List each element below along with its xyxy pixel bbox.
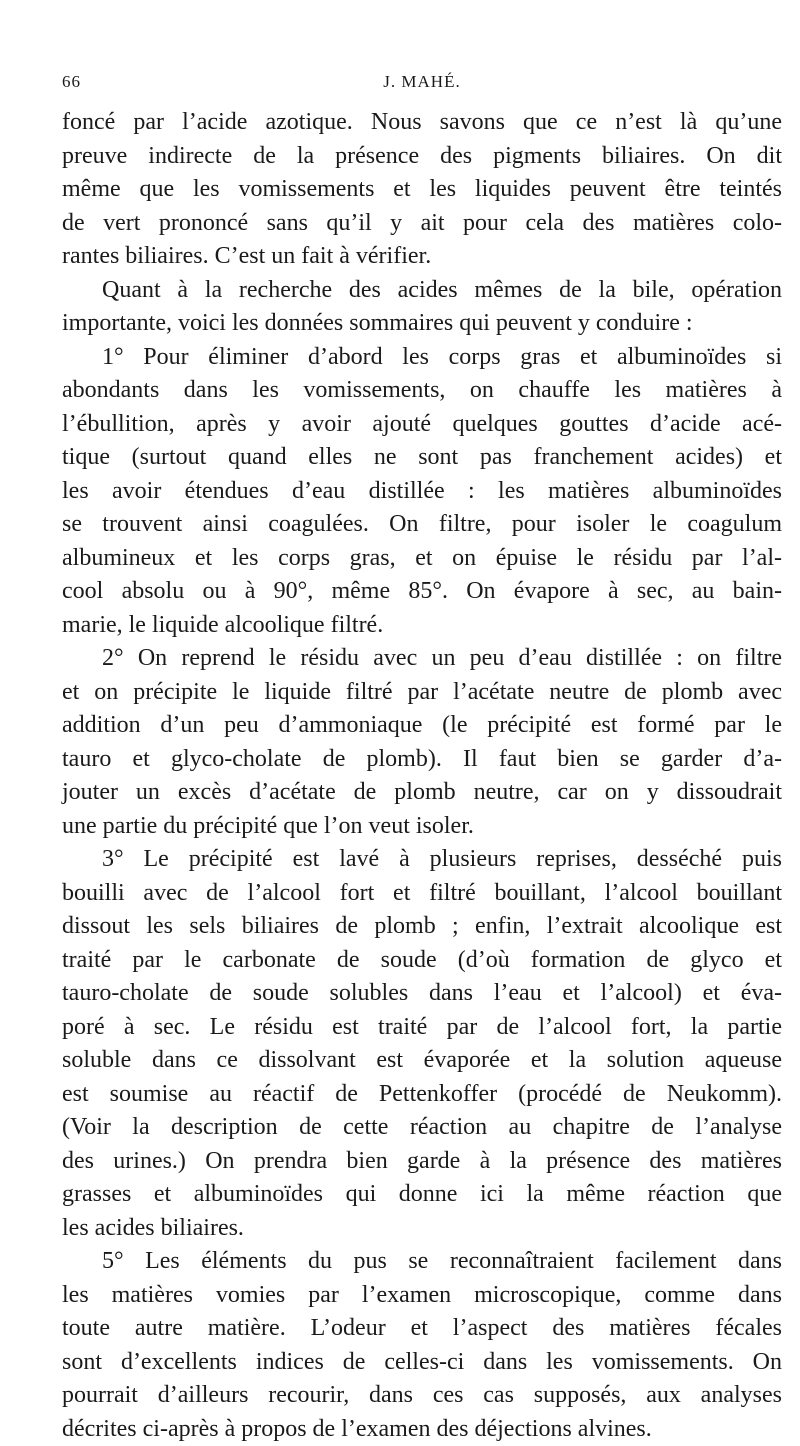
paragraph — [62, 843, 782, 1245]
running-head — [62, 72, 782, 96]
paragraph — [62, 106, 782, 274]
text-line: se trouvent ainsi coagulées. On filtre, pour isoler le coagulum — [62, 508, 782, 542]
text-line: Quant à la recherche des acides mêmes de la bile, opération — [62, 274, 782, 308]
running-head-author: J. MAHÉ. — [62, 72, 782, 92]
text-line: jouter un excès d’acétate de plomb neutre, car on y dissoudrait — [62, 776, 782, 810]
text-line: rantes biliaires. C’est un fait à vérifier. — [62, 240, 782, 274]
text-line: l’ébullition, après y avoir ajouté quelques gouttes d’acide acé- — [62, 408, 782, 442]
paragraph — [62, 274, 782, 341]
text-line: 5° Les éléments du pus se reconnaîtraient facilement dans — [62, 1245, 782, 1279]
text-line: tauro et glyco-cholate de plomb). Il faut bien se garder d’a- — [62, 743, 782, 777]
page-number: 66 — [62, 72, 81, 92]
text-line: 1° Pour éliminer d’abord les corps gras et albuminoïdes si — [62, 341, 782, 375]
text-line: toute autre matière. L’odeur et l’aspect des matières fécales — [62, 1312, 782, 1346]
text-line: les avoir étendues d’eau distillée : les matières albuminoïdes — [62, 475, 782, 509]
text-line: abondants dans les vomissements, on chauffe les matières à — [62, 374, 782, 408]
text-line: marie, le liquide alcoolique filtré. — [62, 609, 782, 643]
text-line: addition d’un peu d’ammoniaque (le précipité est formé par le — [62, 709, 782, 743]
text-line: et on précipite le liquide filtré par l’acétate neutre de plomb avec — [62, 676, 782, 710]
text-line: dissout les sels biliaires de plomb ; enfin, l’extrait alcoolique est — [62, 910, 782, 944]
text-line: poré à sec. Le résidu est traité par de l’alcool fort, la partie — [62, 1011, 782, 1045]
text-line: albumineux et les corps gras, et on épuise le résidu par l’al- — [62, 542, 782, 576]
text-line: preuve indirecte de la présence des pigments biliaires. On dit — [62, 140, 782, 174]
text-line: 2° On reprend le résidu avec un peu d’eau distillée : on filtre — [62, 642, 782, 676]
text-line: soluble dans ce dissolvant est évaporée et la solution aqueuse — [62, 1044, 782, 1078]
text-line: est soumise au réactif de Pettenkoffer (procédé de Neukomm). — [62, 1078, 782, 1112]
text-line: pourrait d’ailleurs recourir, dans ces cas supposés, aux analyses — [62, 1379, 782, 1413]
text-line: décrites ci-après à propos de l’examen des déjections alvines. — [62, 1413, 782, 1446]
text-line: tauro-cholate de soude solubles dans l’eau et l’alcool) et éva- — [62, 977, 782, 1011]
text-line: traité par le carbonate de soude (d’où formation de glyco et — [62, 944, 782, 978]
text-line: importante, voici les données sommaires qui peuvent y conduire : — [62, 307, 782, 341]
text-line: de vert prononcé sans qu’il y ait pour cela des matières colo- — [62, 207, 782, 241]
text-line: 3° Le précipité est lavé à plusieurs reprises, desséché puis — [62, 843, 782, 877]
paragraph — [62, 642, 782, 843]
text-line: bouilli avec de l’alcool fort et filtré bouillant, l’alcool bouillant — [62, 877, 782, 911]
text-line: les acides biliaires. — [62, 1212, 782, 1246]
text-line: grasses et albuminoïdes qui donne ici la même réaction que — [62, 1178, 782, 1212]
text-line: une partie du précipité que l’on veut isoler. — [62, 810, 782, 844]
text-line: cool absolu ou à 90°, même 85°. On évapore à sec, au bain- — [62, 575, 782, 609]
text-line: même que les vomissements et les liquides peuvent être teintés — [62, 173, 782, 207]
text-line: sont d’excellents indices de celles-ci dans les vomissements. On — [62, 1346, 782, 1380]
text-line: (Voir la description de cette réaction au chapitre de l’analyse — [62, 1111, 782, 1145]
text-line: foncé par l’acide azotique. Nous savons que ce n’est là qu’une — [62, 106, 782, 140]
text-line: tique (surtout quand elles ne sont pas franchement acides) et — [62, 441, 782, 475]
text-line: les matières vomies par l’examen microscopique, comme dans — [62, 1279, 782, 1313]
text-line: des urines.) On prendra bien garde à la présence des matières — [62, 1145, 782, 1179]
body-text — [62, 106, 782, 1446]
paragraph — [62, 341, 782, 643]
